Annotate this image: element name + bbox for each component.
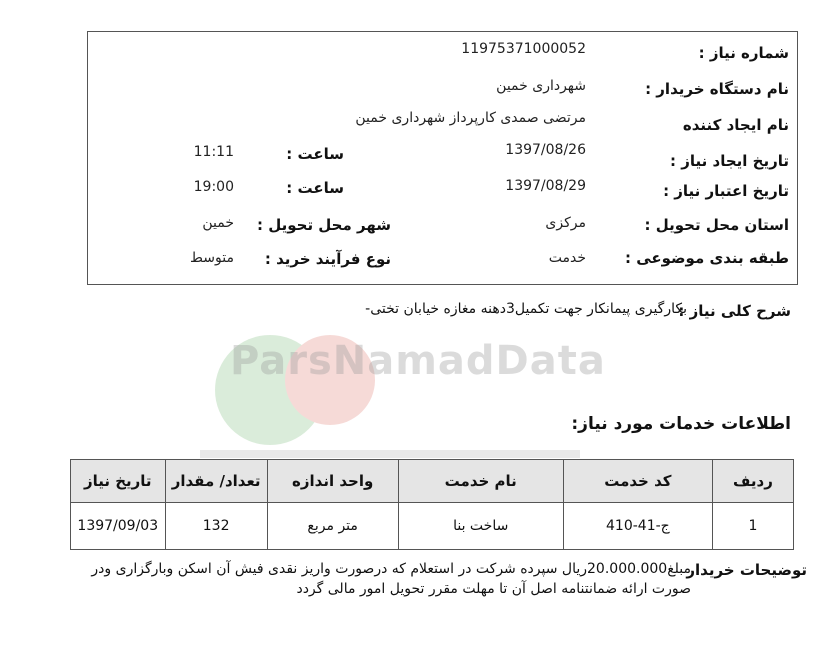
buyer-notes-text: مبلغ20.000.000ریال سپرده شرکت در استعلام که درصورت واریز نقدی فیش آن اسکن وبارگزاری ودر صورت ارائه ضمانتنامه اصل آن تا مهلت مقرر تحویل امور مالی گردد <box>91 561 691 597</box>
created-time-label: ساعت : <box>286 145 344 163</box>
created-date-label: تاریخ ایجاد نیاز : <box>670 152 789 170</box>
watermark-text: ParsNamadData <box>230 338 606 384</box>
category-value: خدمت <box>548 250 586 266</box>
header-quantity: تعداد/ مقدار <box>165 460 267 503</box>
cell-need-date: 1397/09/03 <box>71 503 166 550</box>
category-label: طبقه بندی موضوعی : <box>625 249 789 267</box>
table-row <box>71 503 794 550</box>
description-label: شرح کلی نیاز : <box>678 302 791 320</box>
process-value: متوسط <box>190 250 234 266</box>
buyer-notes-label: توضیحات خریدار <box>686 561 807 579</box>
need-number-label: شماره نیاز : <box>698 44 789 62</box>
valid-date-label: تاریخ اعتبار نیاز : <box>663 182 789 200</box>
city-label: شهر محل تحویل : <box>256 216 391 234</box>
header-need-date: تاریخ نیاز <box>71 460 166 503</box>
province-value: مرکزی <box>545 215 586 231</box>
buyer-org-value: شهرداری خمین <box>496 78 586 94</box>
description-text: بکارگیری پیمانکار جهت تکمیل3دهنه مغازه خیابان تختی- <box>365 301 687 317</box>
process-label: نوع فرآیند خرید : <box>264 250 391 268</box>
cell-unit: متر مربع <box>267 503 398 550</box>
valid-time-value: 19:00 <box>193 179 234 195</box>
created-date-value: 1397/08/26 <box>505 142 586 158</box>
header-service-name: نام خدمت <box>398 460 563 503</box>
creator-label: نام ایجاد کننده <box>682 116 789 134</box>
header-service-code: کد خدمت <box>563 460 712 503</box>
need-number-value: 11975371000052 <box>461 41 586 57</box>
services-table <box>70 459 794 550</box>
cell-row-number: 1 <box>712 503 793 550</box>
cell-service-code: ج-41-410 <box>563 503 712 550</box>
header-row-number: ردیف <box>712 460 793 503</box>
city-value: خمین <box>202 215 234 231</box>
valid-time-label: ساعت : <box>286 179 344 197</box>
province-label: استان محل تحویل : <box>644 216 789 234</box>
header-unit: واحد اندازه <box>267 460 398 503</box>
need-info-box <box>87 31 798 285</box>
buyer-org-label: نام دستگاه خریدار : <box>645 80 789 98</box>
services-header-row <box>71 460 794 503</box>
cell-quantity: 132 <box>165 503 267 550</box>
created-time-value: 11:11 <box>193 144 234 160</box>
services-section-title: اطلاعات خدمات مورد نیاز: <box>571 414 791 434</box>
creator-value: مرتضی صمدی کارپرداز شهرداری خمین <box>355 110 586 126</box>
cell-service-name: ساخت بنا <box>398 503 563 550</box>
valid-date-value: 1397/08/29 <box>505 178 586 194</box>
